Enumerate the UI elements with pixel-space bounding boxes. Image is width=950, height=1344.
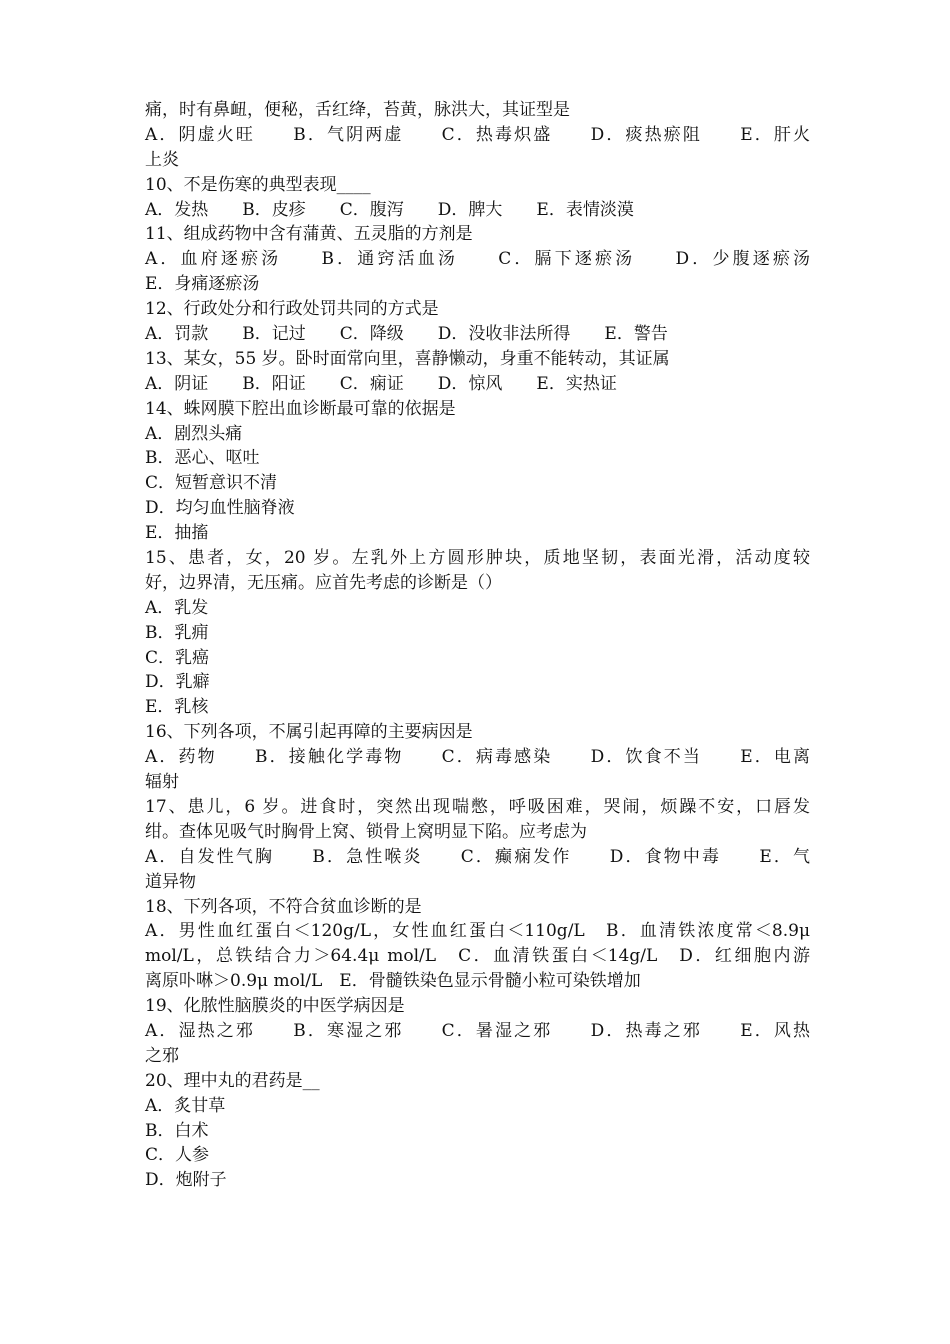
- text-line: mol/L，总铁结合力＞64.4μ mol/L C．血清铁蛋白＜14g/L D．红细胞内游: [145, 946, 810, 967]
- text-line: 痛，时有鼻衄，便秘，舌红绛，苔黄，脉洪大，其证型是: [145, 100, 570, 120]
- text-line: B．乳痈: [145, 622, 209, 643]
- text-line: C．乳癌: [145, 647, 210, 668]
- text-line: D．炮附子: [145, 1170, 227, 1191]
- text-line: A．乳发: [145, 597, 209, 618]
- text-line: D．乳癖: [145, 672, 210, 693]
- text-line: 10、不是伤寒的典型表现____: [145, 174, 371, 195]
- text-line: C．人参: [145, 1145, 210, 1166]
- text-line: A．自发性气胸 B．急性喉炎 C．癫痫发作 D．食物中毒 E．气: [145, 846, 810, 867]
- text-line: E．身痛逐瘀汤: [145, 274, 260, 295]
- text-line: A．男性血红蛋白＜120g/L，女性血红蛋白＜110g/L B．血清铁浓度常＜8.9μ: [145, 921, 810, 942]
- text-line: 11、组成药物中含有蒲黄、五灵脂的方剂是: [145, 224, 473, 245]
- text-line: 15、患者，女，20 岁。左乳外上方圆形肿块，质地坚韧，表面光滑，活动度较: [145, 548, 810, 569]
- text-line: 14、蛛网膜下腔出血诊断最可靠的依据是: [145, 398, 456, 419]
- text-line: C．短暂意识不清: [145, 473, 278, 494]
- text-line: 绀。查体见吸气时胸骨上窝、锁骨上窝明显下陷。应考虑为: [145, 821, 587, 842]
- text-line: B．恶心、呕吐: [145, 448, 260, 469]
- text-line: 道异物: [145, 871, 196, 892]
- text-line: 19、化脓性脑膜炎的中医学病因是: [145, 996, 405, 1017]
- text-line: 之邪: [145, 1045, 179, 1066]
- text-line: D．均匀血性脑脊液: [145, 498, 295, 519]
- text-line: B．白术: [145, 1120, 209, 1141]
- text-line: 17、患儿，6 岁。进食时，突然出现喘憋，呼吸困难，哭闹，烦躁不安，口唇发: [145, 796, 810, 817]
- text-line: 13、某女，55 岁。卧时面常向里，喜静懒动，身重不能转动，其证属: [145, 348, 670, 369]
- text-line: 12、行政处分和行政处罚共同的方式是: [145, 299, 439, 320]
- text-line: A．发热 B．皮疹 C．腹泻 D．脾大 E．表情淡漠: [145, 199, 634, 220]
- text-line: A．药物 B．接触化学毒物 C．病毒感染 D．饮食不当 E．电离: [145, 747, 810, 768]
- text-line: A．罚款 B．记过 C．降级 D．没收非法所得 E．警告: [145, 324, 668, 345]
- text-line: A．炙甘草: [145, 1095, 226, 1116]
- text-line: A．剧烈头痛: [145, 423, 243, 444]
- text-line: A．阴证 B．阳证 C．痫证 D．惊风 E．实热证: [145, 373, 617, 394]
- text-line: 20、理中丸的君药是__: [145, 1070, 320, 1091]
- document-body: [145, 98, 810, 1193]
- text-line: 18、下列各项，不符合贫血诊断的是: [145, 896, 422, 917]
- text-line: 辐射: [145, 772, 179, 793]
- text-line: E．乳核: [145, 697, 209, 718]
- text-line: A．阴虚火旺 B．气阴两虚 C．热毒炽盛 D．痰热瘀阻 E．肝火: [145, 124, 810, 145]
- text-line: A．血府逐瘀汤 B．通窍活血汤 C．膈下逐瘀汤 D．少腹逐瘀汤: [145, 249, 810, 270]
- text-line: 上炎: [145, 149, 179, 170]
- text-line: A．湿热之邪 B．寒湿之邪 C．暑湿之邪 D．热毒之邪 E．风热: [145, 1020, 810, 1041]
- text-line: E．抽搐: [145, 523, 209, 544]
- text-line: 离原卟啉＞0.9μ mol/L E．骨髓铁染色显示骨髓小粒可染铁增加: [145, 971, 641, 992]
- text-line: 16、下列各项，不属引起再障的主要病因是: [145, 722, 473, 743]
- text-line: 好，边界清，无压痛。应首先考虑的诊断是（）: [145, 572, 502, 593]
